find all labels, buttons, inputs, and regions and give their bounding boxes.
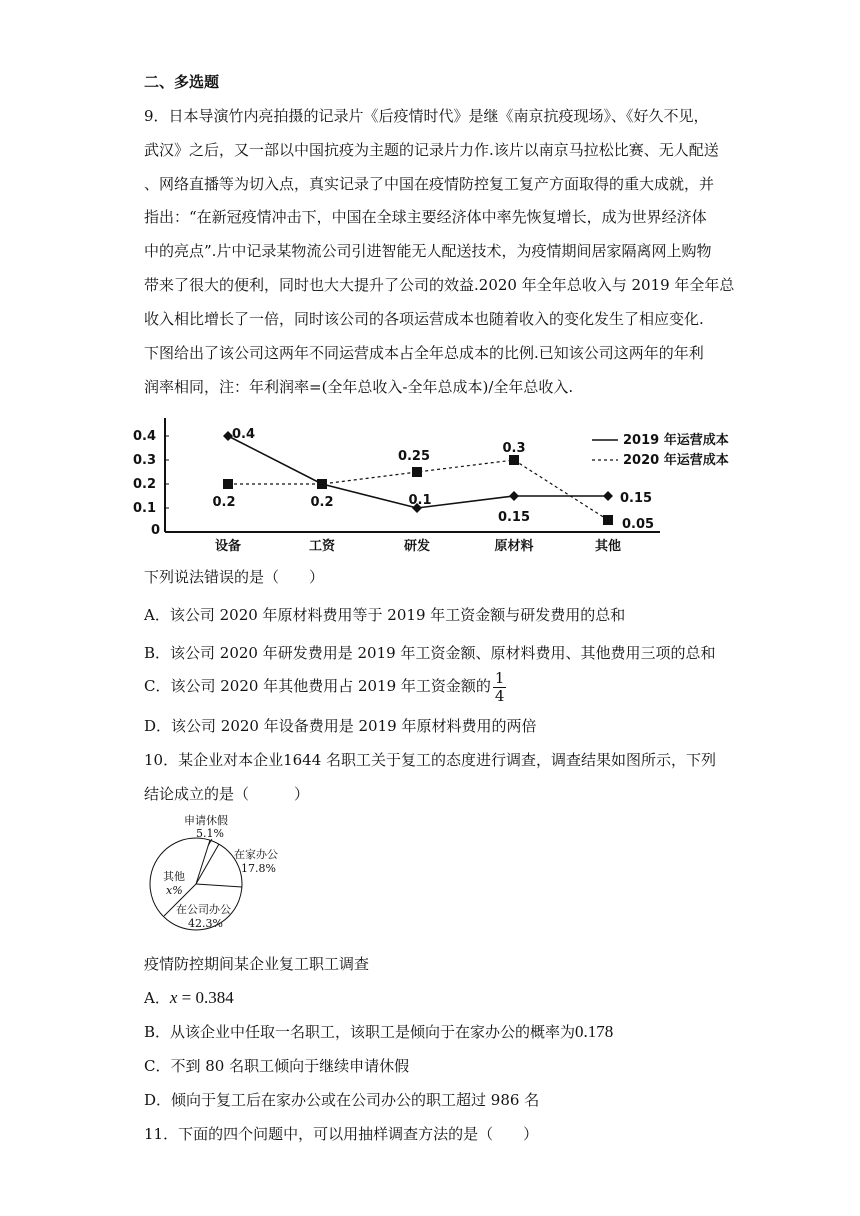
q9-option-b: B．该公司 2020 年研发费用是 2019 年工资金额、原材料费用、其他费用三项的总和 [144, 644, 716, 662]
survey-pie-chart [146, 812, 286, 942]
q9-line: 9．日本导演竹内亮拍摄的记录片《后疫情时代》是继《南京抗疫现场》、《好久不见， [144, 107, 709, 125]
y-tick-label: 0 [150, 523, 160, 538]
q9-option-c-fraction [493, 670, 507, 705]
x-tick-label: 研发 [403, 539, 431, 554]
data-label: 0.15 [620, 491, 653, 506]
math-expression: = 0.384 [177, 988, 234, 1007]
q10-option-b-text: B．从该企业中任取一名职工，该职工是倾向于在家办公的概率为 [144, 1023, 576, 1041]
section-title: 二、多选题 [144, 73, 220, 91]
q9-option-d: D．该公司 2020 年设备费用是 2019 年原材料费用的两倍 [144, 717, 537, 735]
pie-label-home: 在家办公 [234, 848, 278, 861]
q9-option-c [144, 668, 506, 705]
q10-option-b-value: 0.178 [575, 1022, 614, 1041]
pie-label-leave: 申请休假 [184, 814, 228, 827]
pie-value-leave: 5.1% [196, 827, 224, 840]
pie-caption: 疫情防控期间某企业复工职工调查 [144, 955, 370, 973]
data-label: 0.25 [397, 449, 431, 464]
y-tick-label: 0.4 [132, 429, 156, 444]
data-label: 0.2 [310, 495, 334, 510]
point-2020 [603, 515, 613, 525]
point-2020 [317, 479, 327, 489]
q10-line: 10．某企业对本企业1644 名职工关于复工的态度进行调查，调查结果如图所示，下列 [144, 751, 717, 769]
x-tick-label: 原材料 [494, 539, 534, 554]
q9-prompt: 下列说法错误的是（ ） [144, 568, 325, 586]
q9-line: 指出：“在新冠疫情冲击下，中国在全球主要经济体中率先恢复增长，成为世界经济体 [144, 208, 707, 226]
data-label: 0.1 [408, 493, 432, 508]
point-2020 [223, 479, 233, 489]
y-tick-label: 0.3 [132, 453, 156, 468]
data-label: 0.3 [502, 441, 526, 456]
data-label: 0.2 [212, 495, 236, 510]
q10-option-c: C．不到 80 名职工倾向于继续申请休假 [144, 1057, 410, 1075]
data-label: 0.15 [497, 510, 531, 525]
fraction-denominator: 4 [494, 686, 505, 705]
point-2019 [509, 491, 519, 501]
q10-line: 结论成立的是（ ） [144, 785, 310, 803]
math-variable: x [169, 988, 178, 1007]
y-tick-label: 0.2 [132, 477, 156, 492]
point-2020 [509, 455, 519, 465]
pie-label-other: 其他 [163, 870, 185, 883]
legend-label-2020: 2020 年运营成本 [623, 453, 729, 468]
x-tick-label: 工资 [308, 539, 336, 554]
q9-option-a: A．该公司 2020 年原材料费用等于 2019 年工资金额与研发费用的总和 [144, 606, 626, 624]
pie-divider [196, 844, 219, 884]
q9-line: 收入相比增长了一倍，同时该公司的各项运营成本也随着收入的变化发生了相应变化. [144, 310, 704, 328]
pie-value-home: 17.8% [241, 862, 276, 875]
q10-option-b [144, 1022, 613, 1042]
q10-option-d: D．倾向于复工后在家办公或在公司办公的职工超过 986 名 [144, 1091, 540, 1109]
pie-label-office: 在公司办公 [176, 903, 231, 916]
q9-line: 中的亮点”.片中记录某物流公司引进智能无人配送技术，为疫情期间居家隔离网上购物 [144, 242, 712, 260]
data-label: 0.05 [622, 517, 655, 532]
q9-line: 润率相同，注：年利润率=(全年总收入-全年总成本)/全年总收入. [144, 378, 574, 396]
q9-line: 、网络直播等为切入点，真实记录了中国在疫情防控复工复产方面取得的重大成就，并 [144, 175, 715, 193]
pie-divider [196, 884, 242, 887]
x-tick-label: 其他 [594, 539, 622, 554]
q9-line: 下图给出了该公司这两年不同运营成本占全年总成本的比例.已知该公司这两年的年利 [144, 344, 704, 362]
q10-option-a-prefix: A． [144, 989, 170, 1007]
point-2019 [603, 491, 613, 501]
point-2020 [412, 467, 422, 477]
q11-line: 11．下面的四个问题中，可以用抽样调查方法的是（ ） [144, 1125, 539, 1143]
q10-option-a-math [170, 988, 234, 1007]
pie-divider [196, 840, 210, 884]
q9-option-c-text: C．该公司 2020 年其他费用占 2019 年工资金额的 [144, 677, 491, 695]
q10-option-a [144, 988, 234, 1008]
fraction-numerator: 1 [494, 668, 505, 687]
pie-value-office: 42.3% [188, 917, 223, 930]
q9-line: 带来了很大的便利，同时也大大提升了公司的效益.2020 年全年总收入与 2019 年全年总 [144, 276, 735, 294]
cost-line-chart [132, 408, 740, 558]
data-label: 0.4 [232, 427, 256, 442]
q9-line: 武汉》之后，又一部以中国抗疫为主题的记录片力作.该片以南京马拉松比赛、无人配送 [144, 141, 719, 159]
x-tick-label: 设备 [214, 539, 242, 554]
pie-value-other: x% [166, 884, 183, 897]
y-tick-label: 0.1 [132, 501, 156, 516]
legend-label-2019: 2019 年运营成本 [623, 433, 729, 448]
